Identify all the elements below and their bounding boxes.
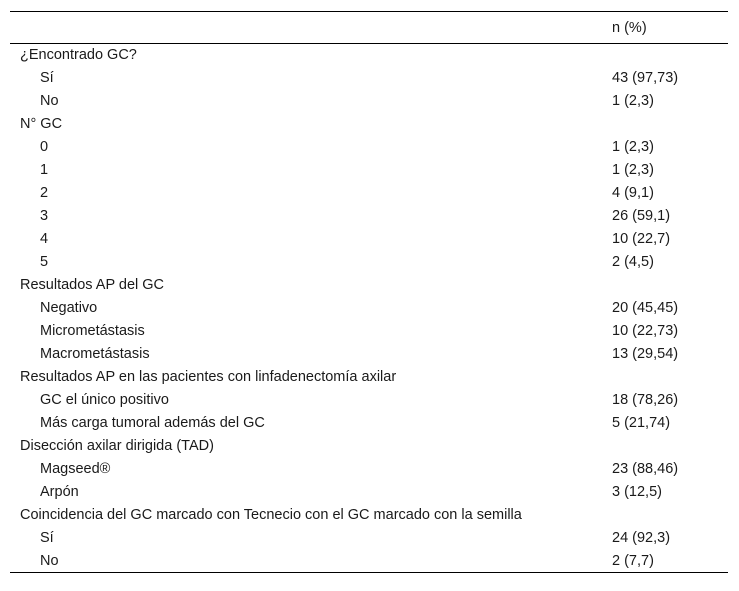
header-value-cell: n (%) [610, 12, 728, 44]
row-value: 13 (29,54) [612, 346, 679, 362]
row-value: 1 (2,3) [612, 93, 654, 109]
row-value: 24 (92,3) [612, 530, 671, 546]
table-row [10, 435, 728, 458]
row-label: Micrometástasis [40, 323, 145, 339]
table-row [10, 274, 728, 297]
row-label: 2 [40, 185, 49, 201]
row-label: Resultados AP en las pacientes con linfadenectomía axilar [20, 369, 397, 385]
table-body [10, 44, 728, 573]
table-row [10, 228, 728, 251]
row-label: 3 [40, 208, 49, 224]
row-value [610, 366, 728, 389]
row-label: N° GC [20, 116, 63, 132]
row-label: 5 [40, 254, 49, 270]
row-value: 2 (4,5) [612, 254, 654, 270]
results-table [10, 11, 728, 573]
row-label: ¿Encontrado GC? [20, 47, 137, 64]
row-label: Negativo [40, 300, 98, 316]
row-value: 10 (22,73) [612, 323, 679, 339]
row-value: 26 (59,1) [612, 208, 671, 224]
row-value [610, 504, 728, 527]
table-row [10, 343, 728, 366]
row-value: 3 (12,5) [612, 484, 662, 500]
table-row [10, 366, 728, 389]
row-value [610, 44, 728, 67]
row-value: 2 (7,7) [610, 550, 728, 573]
table-row [10, 159, 728, 182]
row-label: 0 [40, 139, 49, 155]
table-row [10, 182, 728, 205]
row-value: 5 (21,74) [612, 415, 671, 431]
row-label: GC el único positivo [40, 392, 169, 408]
table-row [10, 90, 728, 113]
row-label: 4 [40, 231, 49, 247]
table-row [10, 458, 728, 481]
row-value: 18 (78,26) [612, 392, 679, 408]
header-label-cell [10, 12, 610, 44]
row-label: Disección axilar dirigida (TAD) [20, 438, 214, 454]
row-value [610, 435, 728, 458]
table-row [10, 113, 728, 136]
table-row [10, 550, 728, 573]
row-label: No [40, 93, 59, 109]
row-label: Coincidencia del GC marcado con Tecnecio con el GC marcado con la semilla [20, 507, 522, 523]
row-value [610, 113, 728, 136]
row-value: 1 (2,3) [612, 139, 654, 155]
table-row [10, 389, 728, 412]
table-row [10, 527, 728, 550]
row-value [610, 274, 728, 297]
table-row [10, 67, 728, 90]
row-value: 43 (97,73) [612, 70, 679, 86]
row-value: 10 (22,7) [612, 231, 671, 247]
row-label: Resultados AP del GC [20, 277, 165, 293]
table-row [10, 44, 728, 67]
table-header [10, 12, 728, 44]
table-row [10, 481, 728, 504]
row-label: 1 [40, 162, 49, 178]
row-value: 23 (88,46) [612, 461, 679, 477]
row-label: Arpón [40, 484, 79, 500]
row-label: Magseed® [40, 461, 111, 477]
results-table-container [10, 11, 728, 573]
table-row [10, 504, 728, 527]
row-value: 1 (2,3) [612, 162, 654, 178]
row-label: Macrometástasis [40, 346, 150, 362]
row-label: Más carga tumoral además del GC [40, 415, 265, 431]
row-label: Sí [40, 530, 54, 546]
row-label: Sí [40, 70, 54, 86]
table-row [10, 136, 728, 159]
header-row [10, 12, 728, 44]
row-value: 4 (9,1) [612, 185, 654, 201]
table-row [10, 297, 728, 320]
table-row [10, 412, 728, 435]
table-row [10, 251, 728, 274]
row-value: 20 (45,45) [612, 300, 679, 316]
row-label: No [10, 550, 610, 573]
table-row [10, 320, 728, 343]
table-row [10, 205, 728, 228]
